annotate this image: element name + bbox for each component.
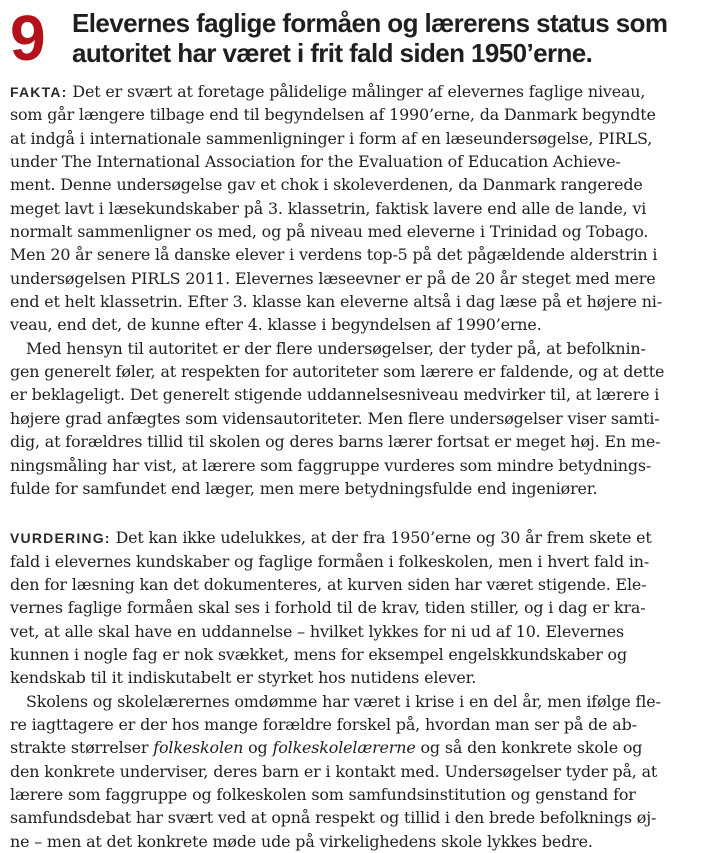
- body-text: Det kan ikke udelukkes, at der fra 1950’erne og 30 år frem skete et: [110, 528, 652, 548]
- body-line: vernes faglige formåen skal ses i forhold til de krav, tiden stiller, og i dag er kra-: [10, 598, 646, 618]
- body-line: vet, at alle skal have en uddannelse – hvilket lykkes for ni ud af 10. Elevernes: [10, 621, 624, 641]
- vurdering-label: VURDERING:: [10, 530, 111, 547]
- body-text: Det er svært at foretage pålidelige målinger af elevernes faglige niveau,: [67, 82, 646, 101]
- body-line: Med hensyn til autoritet er der flere undersøgelser, der tyder på, at befolknin-: [26, 338, 646, 358]
- body-line: samfundsdebat har svært ved at opnå respekt og tillid i den brede befolknings øj-: [10, 808, 657, 828]
- section-gap: [10, 500, 692, 526]
- fakta-section: [10, 80, 692, 500]
- body-line: at indgå i internationale sammenligninger i form af en læseundersøgelse, PIRLS,: [10, 128, 653, 148]
- body-line: den konkrete underviser, deres barn er i kontakt med. Undersøgelser tyder på, at: [10, 761, 658, 781]
- body-line: gen generelt føler, at respekten for autoriteter som lærere er faldende, og at dette: [10, 362, 665, 382]
- body-line: dig, at forældres tillid til skolen og deres barns lærer fortsat er meget høj. En me-: [10, 432, 661, 452]
- article-body: [10, 80, 692, 853]
- body-line: [10, 80, 692, 103]
- title-line: autoritet har været i frit fald siden 1950’erne.: [72, 38, 593, 68]
- body-line: ningsmåling har vist, at lærere som faggruppe vurderes som mindre betydnings-: [10, 455, 652, 475]
- body-line: Men 20 år senere lå danske elever i verdens top-5 på det pågældende alderstrin i: [10, 245, 658, 265]
- emphasis-text: folkeskolelærerne: [272, 738, 416, 758]
- body-line: undersøgelsen PIRLS 2011. Elevernes læseevner er på de 20 år steget med mere: [10, 268, 656, 288]
- body-line: meget lavt i læsekundskaber på 3. klassetrin, faktisk lavere end alle de lande, vi: [10, 198, 647, 218]
- body-line: under The International Association for the Evaluation of Education Achieve-: [10, 152, 621, 172]
- body-text: og så den konkrete skole og: [415, 738, 643, 758]
- article-number: 9: [10, 2, 46, 74]
- emphasis-text: folkeskolen: [153, 738, 244, 758]
- article-title: [72, 8, 692, 68]
- body-line: [10, 736, 692, 759]
- body-line: Skolens og skolelærernes omdømme har været i krise i en del år, men ifølge fle-: [26, 691, 661, 711]
- article-header: [10, 2, 695, 74]
- fakta-label: FAKTA:: [10, 84, 68, 100]
- body-line: normalt sammenligner os med, og på niveau med eleverne i Trinidad og Tobago.: [10, 222, 649, 242]
- body-line: ne – men at det konkrete møde ude på virkelighedens skole lykkes bedre.: [10, 831, 593, 851]
- body-line: fald i elevernes kundskaber og faglige formåen i folkeskolen, men i hvert fald in-: [10, 551, 650, 571]
- body-line: højere grad anfægtes som vidensautoriteter. Men flere undersøgelser viser samti-: [10, 408, 660, 428]
- body-line: kunnen i nogle fag er nok svækket, mens for eksempel engelskkundskaber og: [10, 644, 627, 664]
- body-line: veau, end det, de kunne efter 4. klasse i begyndelsen af 1990’erne.: [10, 315, 542, 335]
- vurdering-section: [10, 526, 692, 853]
- body-line: ment. Denne undersøgelse gav et chok i skoleverdenen, da Danmark rangerede: [10, 175, 643, 195]
- body-line: fulde for samfundet end læger, men mere betydningsfulde end ingeniører.: [10, 478, 598, 498]
- body-line: som går længere tilbage end til begyndelsen af 1990’erne, da Danmark begyndte: [10, 105, 656, 125]
- body-line: lærere som faggruppe og folkeskolen som samfundsinstitution og genstand for: [10, 784, 636, 804]
- body-line: end et helt klassetrin. Efter 3. klasse kan eleverne altså i dag læse på et højere ni-: [10, 292, 662, 312]
- body-line: er beklageligt. Det generelt stigende uddannelsesniveau medvirker til, at lærere i: [10, 385, 660, 405]
- body-line: den for læsning kan det dokumenteres, at kurven siden har været stigende. Ele-: [10, 574, 647, 594]
- title-line: Elevernes faglige formåen og lærerens status som: [72, 8, 668, 38]
- body-text: og: [243, 738, 273, 758]
- body-line: [10, 526, 692, 549]
- body-text: strakte størrelser: [10, 738, 154, 758]
- body-line: re iagttagere er der hos mange forældre forskel på, hvordan man ser på de ab-: [10, 714, 637, 734]
- body-line: kendskab til it indiskutabelt er styrket hos nutidens elever.: [10, 668, 477, 688]
